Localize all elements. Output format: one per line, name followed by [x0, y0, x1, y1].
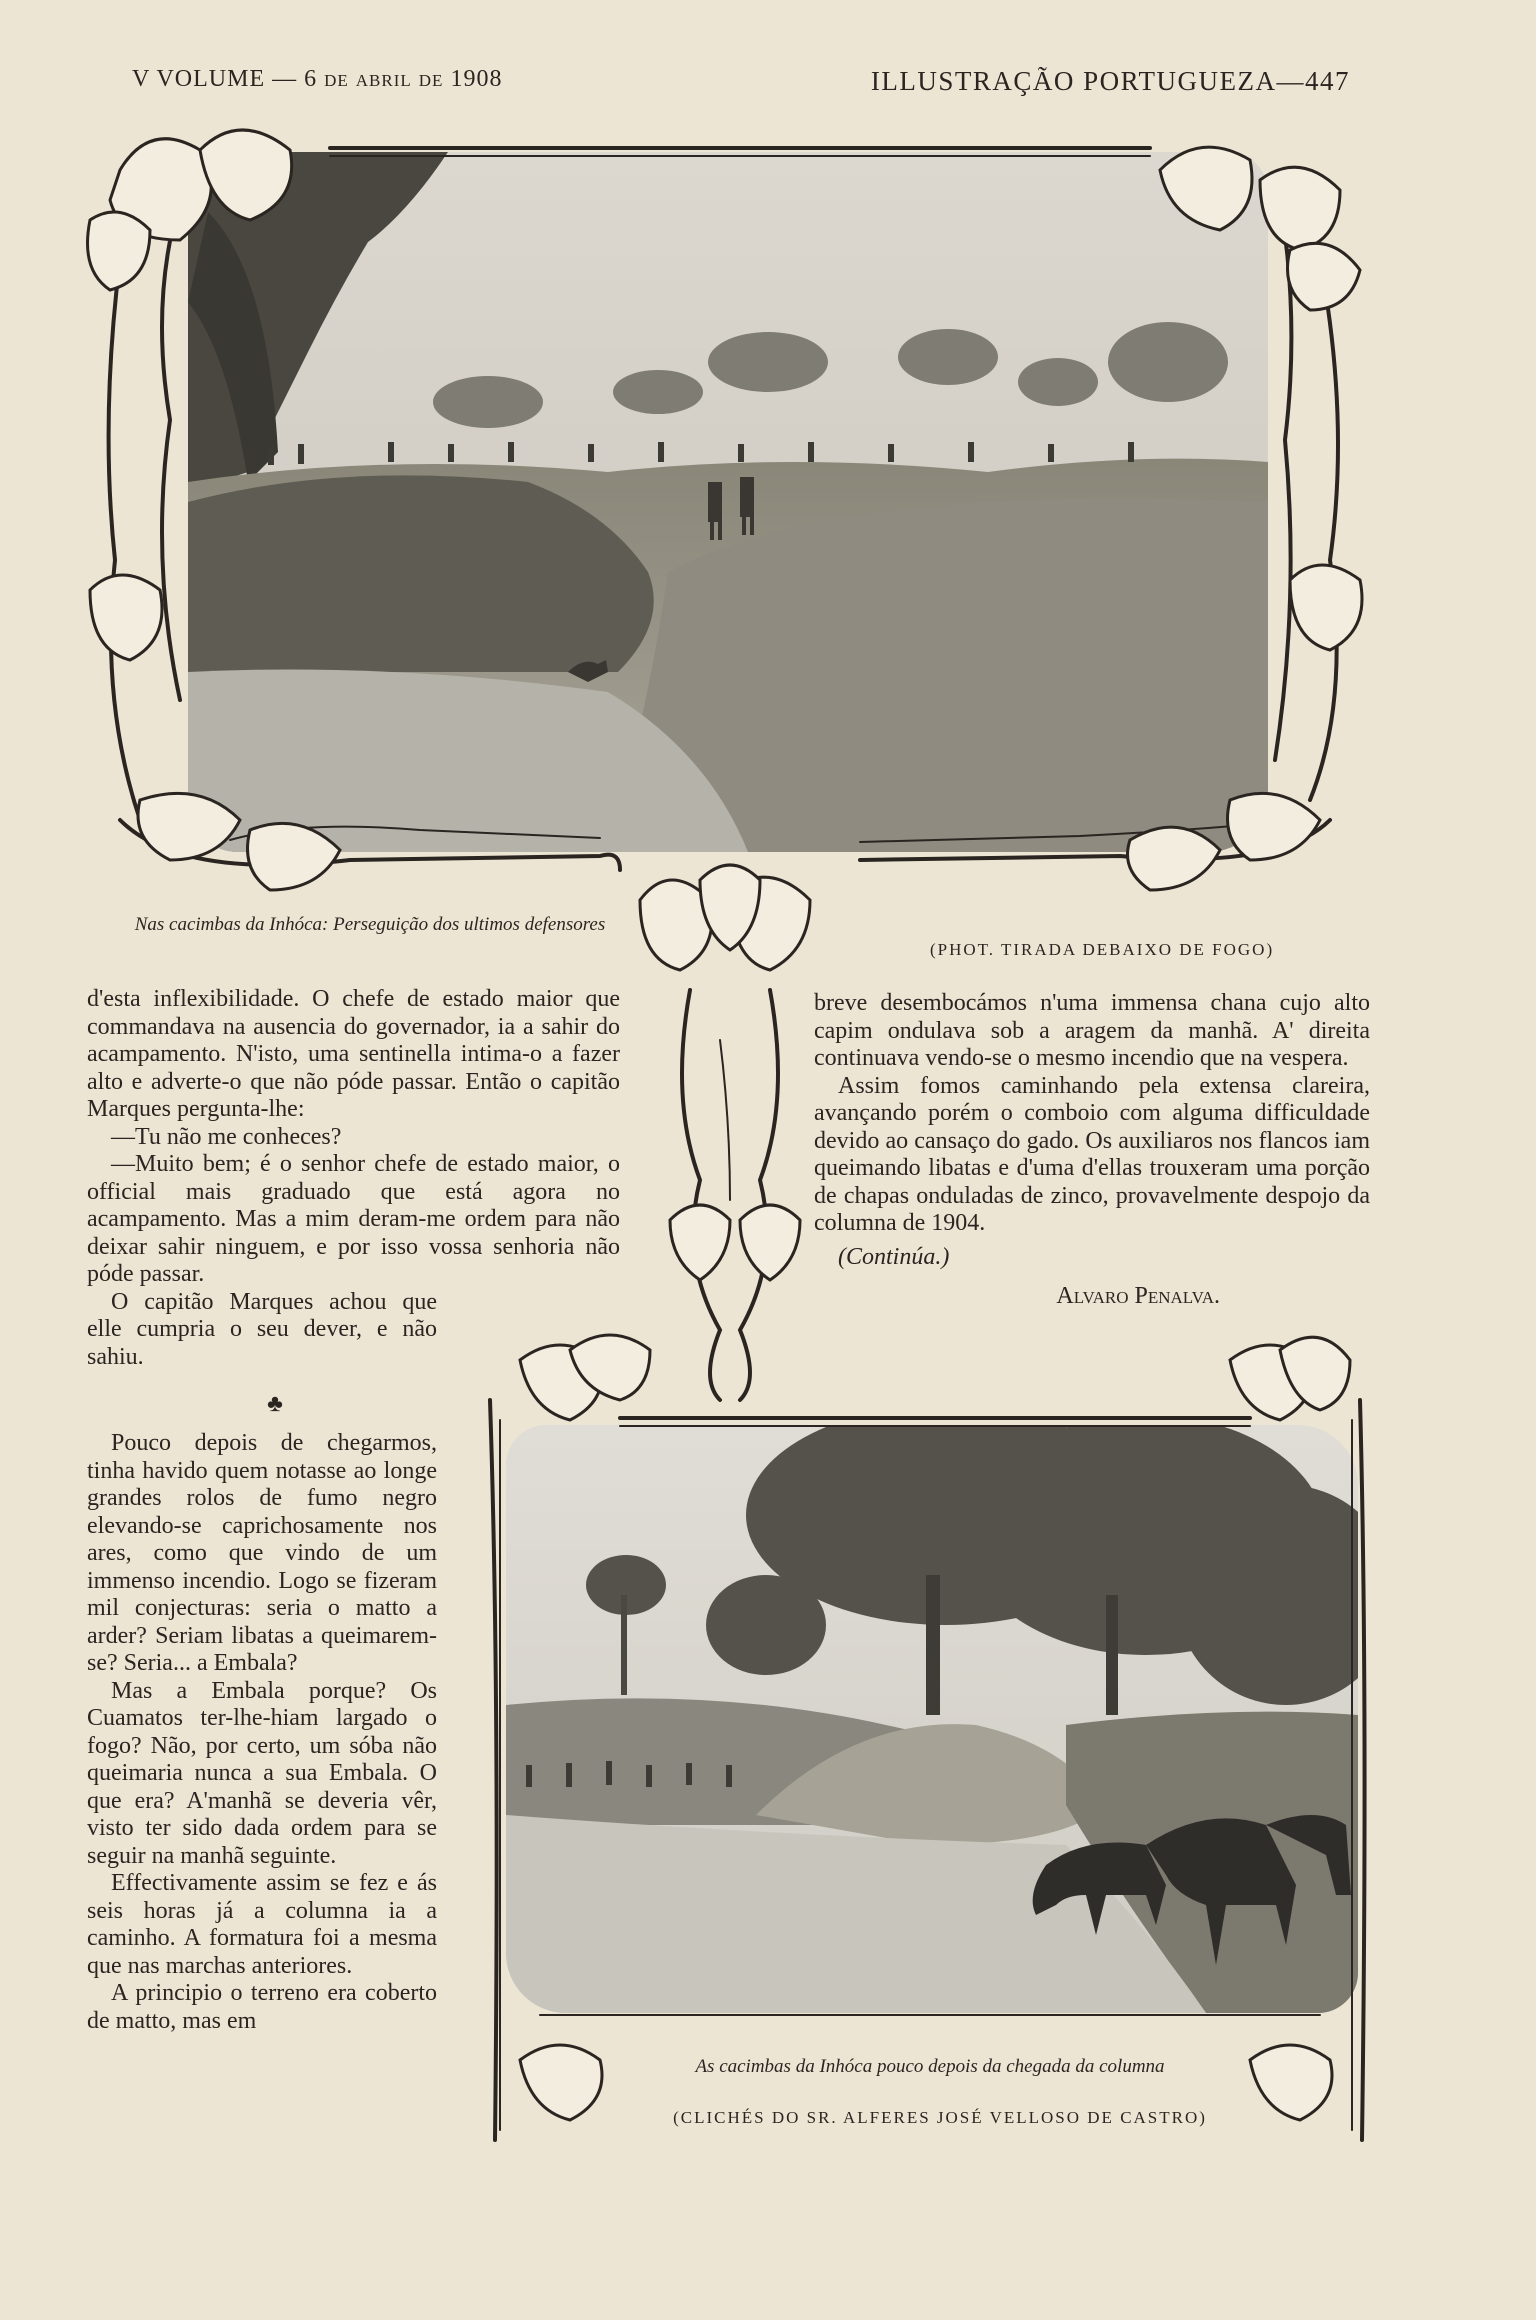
paragraph: O capitão Marques achou que elle cumpria o seu dever, e não sahiu.: [87, 1288, 437, 1370]
magazine-title-page-number: ILLUSTRAÇÃO PORTUGUEZA—447: [870, 66, 1350, 96]
photo-waterhole: [506, 1425, 1358, 2013]
section-separator: ♣: [267, 1391, 283, 1417]
paragraph: d'esta inflexibilidade. O chefe de estado maior que commandava na ausencia do governador, ia a sahir do acampamento. N'isto, uma sentinella intima-o a fazer alto e adverte-o que não póde passar. Então o capitão Marques pergunta-lhe:: [87, 986, 620, 1122]
photo-pursuit: [188, 152, 1268, 852]
photo-waterhole-caption: As cacimbas da Inhóca pouco depois da chegada da columna: [695, 2056, 1165, 2077]
paragraph: —Muito bem; é o senhor chefe de estado maior, o official mais graduado que está agora no acampamento. Mas a mim deram-me ordem para não deixar sahir ninguem, e por isso vossa senhoria não póde passar.: [87, 1151, 620, 1287]
text-column-left-top: [87, 986, 620, 1371]
paragraph: Pouco depois de chegarmos, tinha havido quem notasse ao longe grandes rolos de fumo negro elevando-se caprichosamente nos ares, como que vindo de um immenso incendio. Logo se fizeram mil conjecturas: seria o matto a arder? Seriam libatas a queimarem-se? Seria... a Embala?: [87, 1430, 437, 1676]
photo-pursuit-image: [188, 152, 1268, 852]
photo-pursuit-credit: (PHOT. TIRADA DEBAIXO DE FOGO): [930, 940, 1275, 959]
author-signature: Alvaro Penalva.: [1056, 1283, 1220, 1309]
paragraph: —Tu não me conheces?: [111, 1123, 342, 1150]
paragraph: Mas a Embala porque? Os Cuamatos ter-lhe-hiam largado o fogo? Não, por certo, um sóba não queimaria nunca a sua Embala. O que era? A'manhã se deveria vêr, visto ter sido dada ordem para se seguir na manhã seguinte.: [87, 1677, 437, 1869]
continua-note: (Continúa.): [838, 1243, 950, 1270]
issue-date: V VOLUME — 6 de abril de 1908: [132, 66, 503, 92]
photo-waterhole-image: [506, 1425, 1358, 2013]
paragraph: Assim fomos caminhando pela extensa clareira, avançando porém o comboio com alguma difficuldade devido ao cansaço do gado. Os auxiliaros nos flancos iam queimando libatas e d'uma d'ellas trouxeram uma porção de chapas onduladas de zinco, provavelmente despojo da columna de 1904.: [814, 1072, 1370, 1236]
photo-pursuit-caption: Nas cacimbas da Inhóca: Perseguição dos ultimos defensores: [134, 914, 606, 935]
photo-waterhole-credit: (CLICHÉS DO SR. ALFERES JOSÉ VELLOSO DE CASTRO): [673, 2108, 1207, 2127]
text-column-left-bottom: [87, 1430, 437, 2035]
text-column-right: [814, 990, 1370, 1311]
paragraph: breve desembocámos n'uma immensa chana cujo alto capim ondulava sob a aragem da manhã. A' direita continuava vendo-se o mesmo incendio que na vespera.: [814, 990, 1370, 1071]
paragraph: Effectivamente assim se fez e ás seis horas já a columna ia a caminho. A formatura foi a mesma que nas marchas anteriores.: [87, 1870, 437, 1979]
running-header: [0, 66, 1536, 106]
paragraph: A principio o terreno era coberto de matto, mas em: [87, 1980, 437, 2034]
